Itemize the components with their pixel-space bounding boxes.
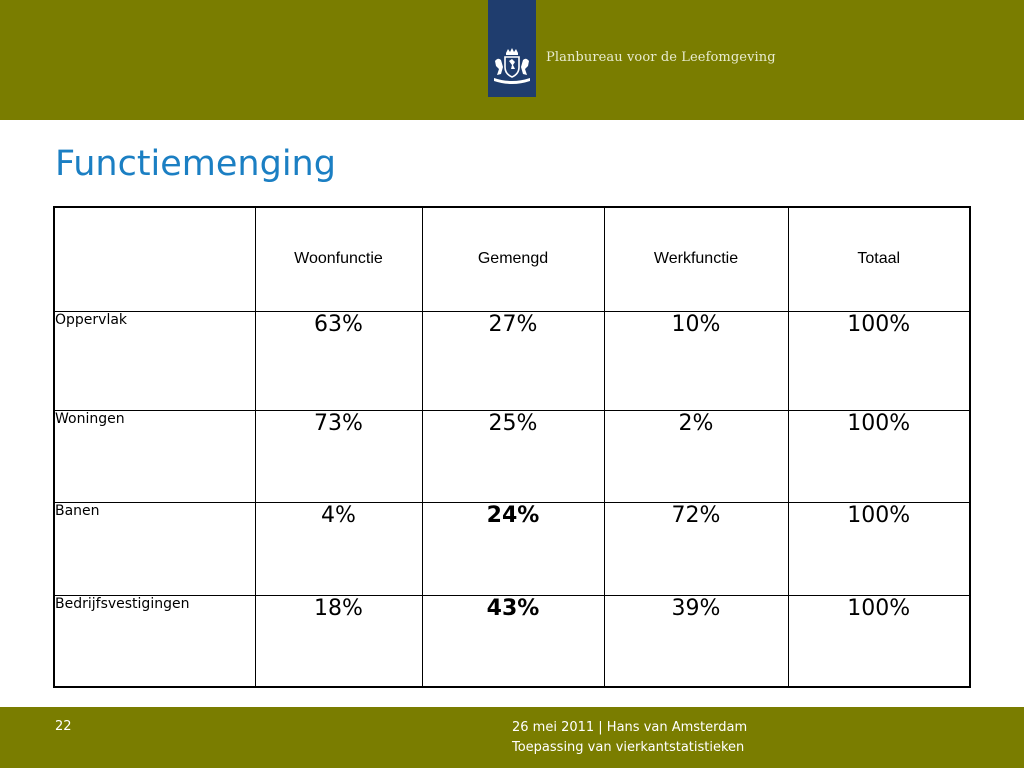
footer-band [0,707,1024,768]
page-title: Functiemenging [55,144,336,184]
table-cell: 100% [788,410,970,502]
table-cell: 10% [604,311,788,410]
table-cell: 2% [604,410,788,502]
table-cell: 72% [604,502,788,595]
table-cell: 63% [255,311,422,410]
table-cell: 100% [788,311,970,410]
table-cell: 18% [255,595,422,687]
header-band [0,0,1024,120]
table-cell-highlighted: 24% [422,502,604,595]
row-label-woningen: Woningen [54,410,255,502]
table-row [54,311,970,410]
table-header-row [54,207,970,311]
row-label-banen: Banen [54,502,255,595]
table-row [54,502,970,595]
logo-block [488,0,536,97]
table-cell: 39% [604,595,788,687]
footer-date-author: 26 mei 2011 | Hans van Amsterdam [512,720,748,735]
table-cell: 100% [788,595,970,687]
organization-name: Planbureau voor de Leefomgeving [546,50,776,65]
page-number: 22 [55,719,72,734]
data-table [53,206,971,688]
column-header-gemengd: Gemengd [422,207,604,311]
column-header-totaal: Totaal [788,207,970,311]
row-label-bedrijfsvestigingen: Bedrijfsvestigingen [54,595,255,687]
table-row [54,595,970,687]
row-label-oppervlak: Oppervlak [54,311,255,410]
column-header-empty [54,207,255,311]
dutch-coat-of-arms-icon [491,47,533,85]
table-cell: 100% [788,502,970,595]
footer-subtitle: Toepassing van vierkantstatistieken [512,740,745,755]
table-cell: 25% [422,410,604,502]
table-cell: 73% [255,410,422,502]
footer-meta [512,718,747,758]
column-header-woonfunctie: Woonfunctie [255,207,422,311]
column-header-werkfunctie: Werkfunctie [604,207,788,311]
table-cell-highlighted: 43% [422,595,604,687]
table-row [54,410,970,502]
table-cell: 4% [255,502,422,595]
table-cell: 27% [422,311,604,410]
